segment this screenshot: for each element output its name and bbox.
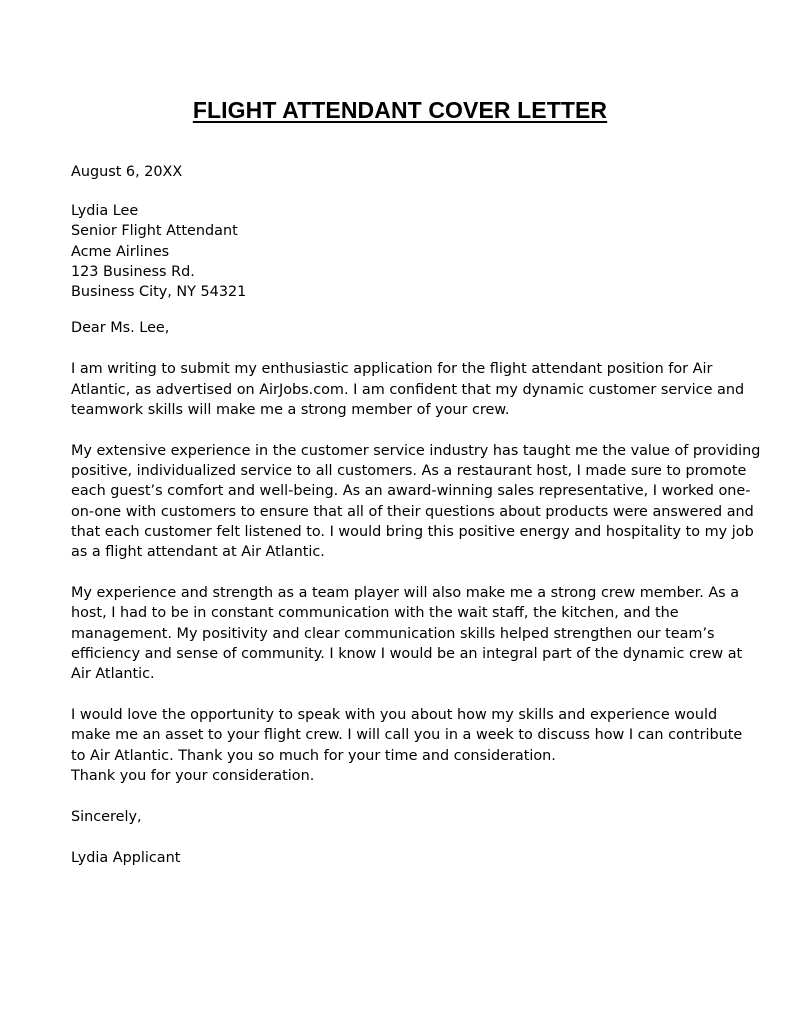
paragraph-teamwork bbox=[71, 583, 741, 684]
paragraph-intro bbox=[71, 359, 745, 420]
paragraph-line: I am writing to submit my enthusiastic application for the flight attendant position for Air bbox=[71, 361, 713, 378]
paragraph-line: positive, individualized service to all customers. As a restaurant host, I made sure to promote bbox=[71, 463, 747, 480]
paragraph-line: to Air Atlantic. Thank you so much for your time and consideration. bbox=[71, 747, 556, 764]
recipient-city: Business City, NY 54321 bbox=[71, 284, 247, 301]
paragraph-line: I would love the opportunity to speak with you about how my skills and experience would bbox=[71, 707, 718, 724]
recipient-address bbox=[71, 201, 741, 302]
recipient-company: Acme Airlines bbox=[71, 243, 170, 260]
recipient-street: 123 Business Rd. bbox=[71, 263, 195, 280]
date-text: August 6, 20XX bbox=[71, 164, 183, 180]
paragraph-line: Thank you for your consideration. bbox=[71, 767, 315, 784]
recipient-name: Lydia Lee bbox=[71, 203, 139, 220]
paragraph-line: on-one with customers to ensure that all of their questions about products were answered and bbox=[71, 503, 754, 520]
paragraph-line: make me an asset to your flight crew. I will call you in a week to discuss how I can contribute bbox=[71, 727, 743, 744]
letter-date bbox=[71, 162, 741, 182]
paragraph-closing bbox=[71, 705, 741, 786]
closing-text: Sincerely, bbox=[71, 809, 142, 826]
paragraph-line: teamwork skills will make me a strong member of your crew. bbox=[71, 401, 510, 418]
salutation-text: Dear Ms. Lee, bbox=[71, 320, 170, 337]
page-title: FLIGHT ATTENDANT COVER LETTER bbox=[192, 97, 608, 123]
paragraph-line: efficiency and sense of community. I know I would be an integral part of the dynamic crew at bbox=[71, 645, 743, 662]
paragraph-line: My extensive experience in the customer service industry has taught me the value of providing bbox=[71, 443, 761, 460]
paragraph-line: Air Atlantic. bbox=[71, 666, 155, 683]
paragraph-experience bbox=[71, 441, 761, 562]
paragraph-line: that each customer felt listened to. I would bring this positive energy and hospitality to my job bbox=[71, 523, 754, 540]
signature-text: Lydia Applicant bbox=[71, 850, 181, 867]
paragraph-line: management. My positivity and clear communication skills helped strengthen our team’s bbox=[71, 625, 715, 642]
paragraph-line: host, I had to be in constant communication with the wait staff, the kitchen, and the bbox=[71, 605, 679, 622]
paragraph-line: Atlantic, as advertised on AirJobs.com. I am confident that my dynamic customer service and bbox=[71, 381, 745, 398]
paragraph-line: each guest’s comfort and well-being. As an award-winning sales representative, I worked one- bbox=[71, 483, 751, 500]
paragraph-line: My experience and strength as a team player will also make me a strong crew member. As a bbox=[71, 585, 740, 602]
closing bbox=[71, 807, 741, 827]
signature bbox=[71, 848, 741, 868]
paragraph-line: as a flight attendant at Air Atlantic. bbox=[71, 544, 325, 561]
recipient-title: Senior Flight Attendant bbox=[71, 223, 238, 240]
salutation bbox=[71, 318, 741, 338]
letter-body bbox=[71, 162, 761, 868]
